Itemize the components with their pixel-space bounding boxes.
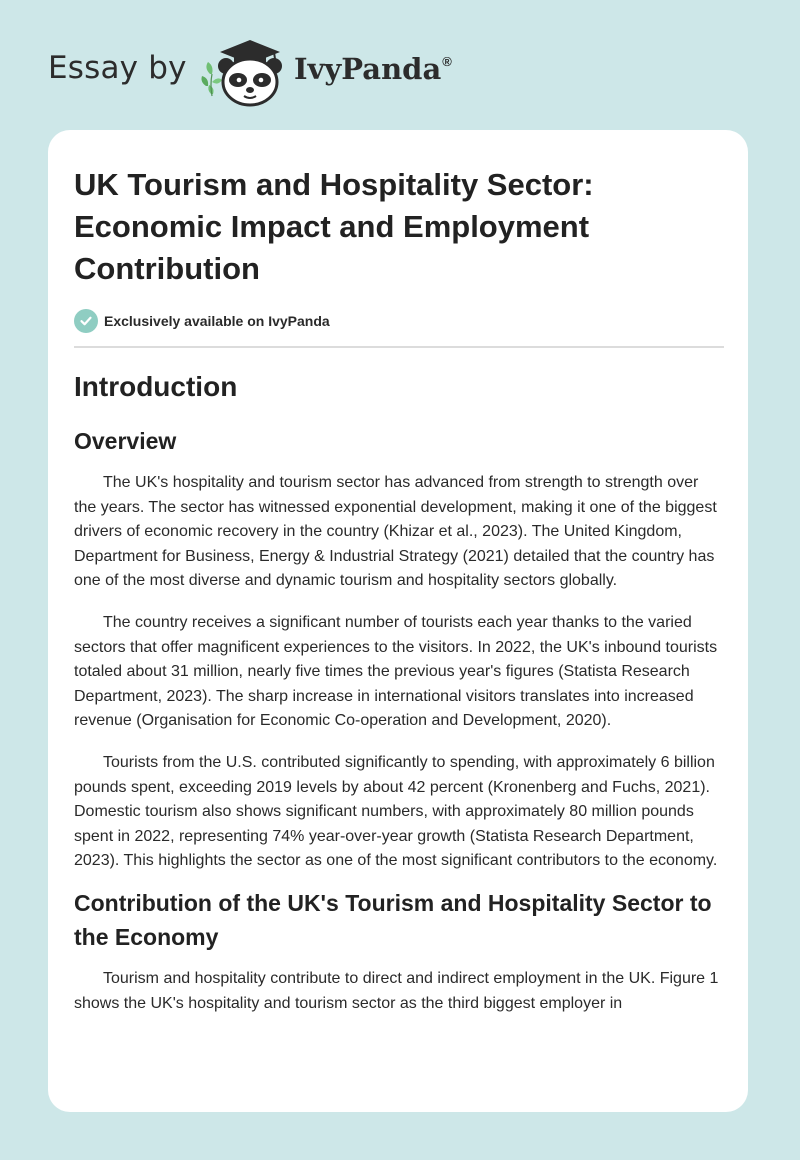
exclusive-badge — [74, 308, 724, 334]
essay-title: UK Tourism and Hospitality Sector: Economic Impact and Employment Contribution — [74, 167, 594, 286]
site-header — [48, 36, 752, 108]
essay-card — [48, 130, 748, 1112]
essay-content — [74, 164, 724, 1016]
paragraph: Tourism and hospitality contribute to direct and indirect employment in the UK. Figure 1 shows the UK's hospitality and tourism sector as the third biggest employer in — [74, 969, 719, 1012]
registered-mark: ® — [442, 54, 452, 69]
paragraph: The UK's hospitality and tourism sector has advanced from strength to strength over the years. The sector has witnessed exponential development, making it one of the biggest drivers of economic recovery in the country (Khizar et al., 2023). The United Kingdom, Department for Business, Energy & Industrial Strategy (2021) detailed that the country has one of the most diverse and dynamic tourism and hospitality sectors globally. — [74, 474, 717, 590]
essay-by-label: Essay by — [48, 50, 187, 86]
subsection-heading-overview: Overview — [74, 428, 177, 454]
divider — [74, 346, 724, 348]
paragraph: Tourists from the U.S. contributed significantly to spending, with approximately 6 billion pounds spent, exceeding 2019 levels by about 42 percent (Kronenberg and Fuchs, 2021). Domestic tourism also shows significant numbers, with approximately 80 million pounds spent in 2022, representing 74% year-over-year growth (Statista Research Department, 2023). This highlights the sector as one of the most significant contributors to the economy. — [74, 753, 718, 870]
exclusive-badge-label: Exclusively available on IvyPanda — [104, 313, 330, 329]
check-circle-icon — [74, 309, 98, 333]
subsection-heading-contribution: Contribution of the UK's Tourism and Hospitality Sector to the Economy — [74, 889, 712, 950]
panda-graduate-logo[interactable] — [200, 36, 290, 108]
section-heading-introduction: Introduction — [74, 371, 238, 402]
brand-name[interactable]: IvyPanda® — [294, 52, 452, 86]
paragraph: The country receives a significant number of tourists each year thanks to the varied sectors that offer magnificent experiences to the visitors. In 2022, the UK's inbound tourists totaled about 31 million, nearly five times the previous year's figures (Statista Research Department, 2023). The sharp increase in international visitors translates into increased revenue (Organisation for Economic Co-operation and Development, 2020). — [74, 613, 718, 730]
